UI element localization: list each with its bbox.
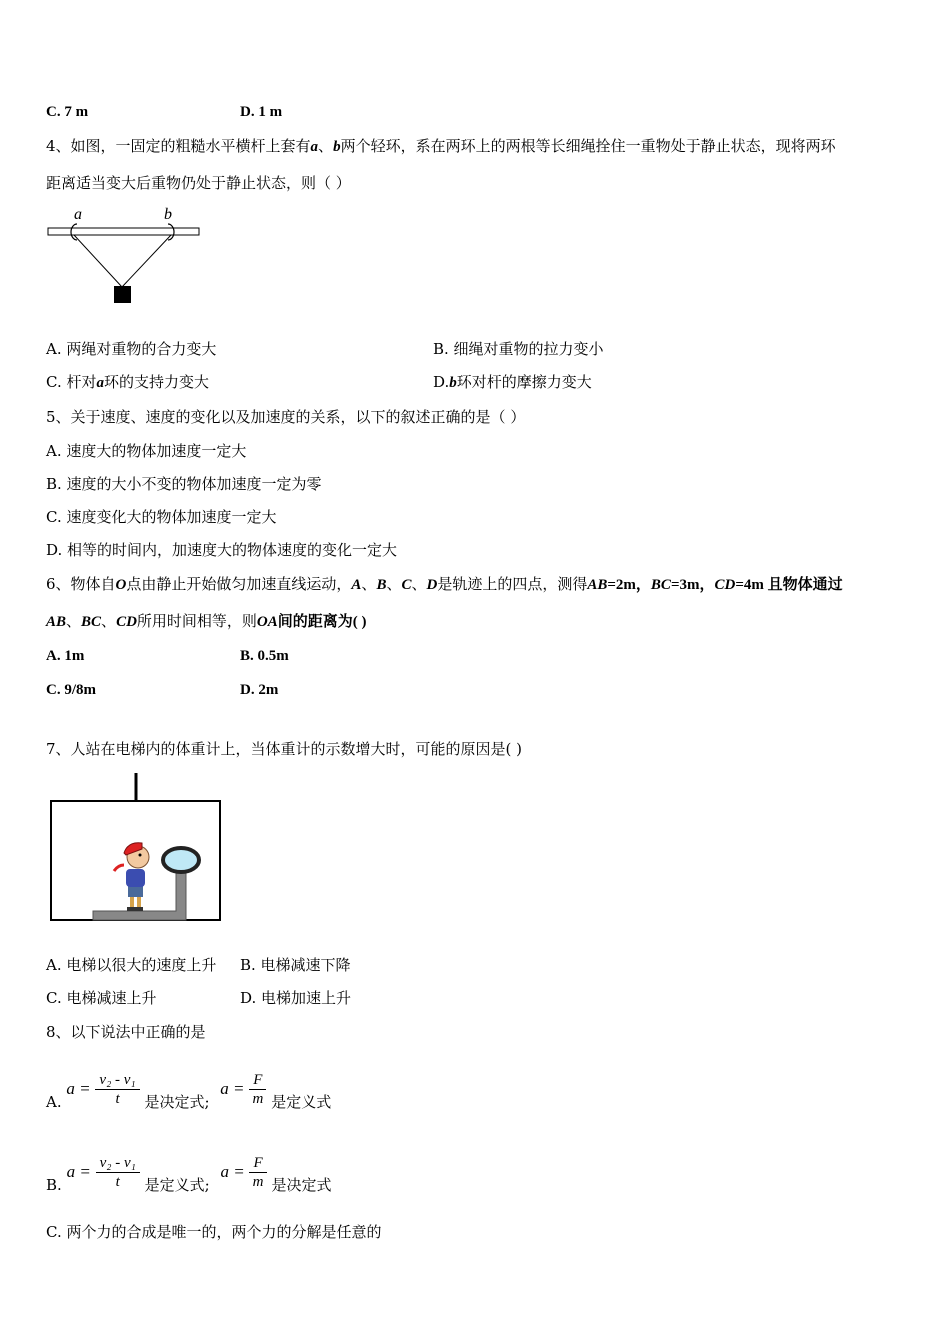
q4-figure [44,200,209,310]
q4-option-d [433,372,592,393]
q8-a-frac1-den: t [115,1090,120,1107]
q8-a-text2: 是定义式 [271,1093,332,1111]
q5-option-a: A. 速度大的物体加速度一定大 [46,442,247,460]
q6-comma-3: 、 [411,575,427,593]
q7-option-b: B. 电梯减速下降 [240,956,351,974]
q8-a-frac2 [249,1071,266,1108]
q4-stem-text-2: 两个轻环，系在两环上的两根等长细绳拴住一重物处于静止状态，现将两环 [340,137,836,155]
q8-a-label: A. [46,1093,62,1111]
q3-option-d: D. 1 m [240,104,283,120]
q6-text-2: 点由静止开始做匀加速直线运动， [126,575,352,593]
q7-elevator-figure [48,773,224,925]
q4-stem-line1 [46,136,836,157]
q6-comma-1: 、 [361,575,377,593]
q6-point-d: D [426,577,438,593]
q8-a-text1: 是决定式; [144,1093,210,1111]
q4-option-c [46,372,209,393]
q4-sep: 、 [318,137,334,155]
q8-option-c: C. 两个力的合成是唯一的，两个力的分解是任意的 [46,1223,382,1241]
q8-a-frac1-num: v₂ - v₁ [95,1071,139,1090]
q8-b-text1: 是定义式; [144,1176,210,1194]
q8-a-eq2-lhs: a = [220,1079,245,1098]
q6-text-1: 6、物体自 [46,575,116,593]
q6-point-a: A [351,577,362,593]
q6-l2-seg-bc: BC [81,614,102,630]
q5-option-b: B. 速度的大小不变的物体加速度一定为零 [46,475,322,493]
q6-stem-line2 [46,611,367,632]
q6-val-bc: =3m， [670,577,715,593]
q6-l2-text-1: 所用时间相等，则 [136,612,257,630]
q7-stem: 7、人站在电梯内的体重计上，当体重计的示数增大时，可能的原因是( ) [46,740,523,758]
q4-stem-text: 4、如图，一固定的粗糙水平横杆上套有 [46,137,311,155]
q8-b-eq1-lhs: a = [66,1162,91,1181]
q4-optc-var: a [96,375,104,391]
q7-option-d: D. 电梯加速上升 [240,989,352,1007]
q8-a-eq1-lhs: a = [66,1079,91,1098]
q8-b-label: B. [46,1176,62,1194]
q6-val-ab: =2m， [607,577,651,593]
q6-l2-text-2: 间的距离为( ) [277,614,367,630]
q4-stem-line2: 距离适当变大后重物仍处于静止状态，则（ ） [46,174,351,192]
q6-l2-seg-cd: CD [116,614,137,630]
q8-option-a [46,1058,331,1120]
q4-fig-label-b: b [164,206,172,223]
q4-option-b: B. 细绳对重物的拉力变小 [433,340,604,358]
q6-option-b: B. 0.5m [240,648,289,664]
q6-l2-comma-2: 、 [101,612,117,630]
q4-optd-pre: D. [433,373,450,391]
q8-b-frac2-num: F [249,1154,266,1173]
q6-seg-ab: AB [587,577,608,593]
q7-option-c: C. 电梯减速上升 [46,989,157,1007]
q4-fig-label-a: a [74,206,82,223]
q5-option-c: C. 速度变化大的物体加速度一定大 [46,508,277,526]
q8-b-frac1-den: t [115,1173,120,1190]
q5-stem: 5、关于速度、速度的变化以及加速度的关系，以下的叙述正确的是（ ） [46,408,526,426]
q6-point-c: C [401,577,412,593]
q6-stem-line1 [46,574,843,595]
q8-a-frac1 [95,1071,139,1108]
q5-option-d: D. 相等的时间内，加速度大的物体速度的变化一定大 [46,541,398,559]
q6-option-c: C. 9/8m [46,682,96,698]
q8-b-frac1 [96,1154,140,1191]
q4-var-a: a [310,139,319,155]
q6-l2-comma-1: 、 [66,612,82,630]
q6-text-3: 是轨迹上的四点，测得 [437,575,588,593]
q4-optd-var: b [449,375,457,391]
q6-point-b: B [376,577,387,593]
q8-b-frac2 [249,1154,266,1191]
q6-comma-2: 、 [386,575,402,593]
q6-val-cd: =4m 且物体通过 [735,577,843,593]
q4-optd-post: 环对杆的摩擦力变大 [456,373,592,391]
q6-option-a: A. 1m [46,648,85,664]
q6-seg-cd: CD [714,577,736,593]
q8-b-frac2-den: m [252,1173,264,1190]
q6-seg-bc: BC [650,577,671,593]
q8-stem: 8、以下说法中正确的是 [46,1023,206,1041]
q3-option-c: C. 7 m [46,104,89,120]
q6-option-d: D. 2m [240,682,279,698]
q4-optc-post: 环的支持力变大 [103,373,209,391]
q4-var-b: b [333,139,341,155]
q7-option-a: A. 电梯以很大的速度上升 [46,956,217,974]
q8-b-text2: 是决定式 [271,1176,332,1194]
q8-option-b [46,1141,331,1203]
q6-l2-seg-oa: OA [256,614,278,630]
q4-option-a: A. 两绳对重物的合力变大 [46,340,217,358]
q4-optc-pre: C. 杆对 [46,373,97,391]
q8-b-eq2-lhs: a = [220,1162,245,1181]
q6-point-o: O [115,577,127,593]
q6-l2-seg-ab: AB [46,614,67,630]
q8-a-frac2-num: F [249,1071,266,1090]
q8-a-frac2-den: m [252,1090,264,1107]
q8-b-frac1-num: v₂ - v₁ [96,1154,140,1173]
